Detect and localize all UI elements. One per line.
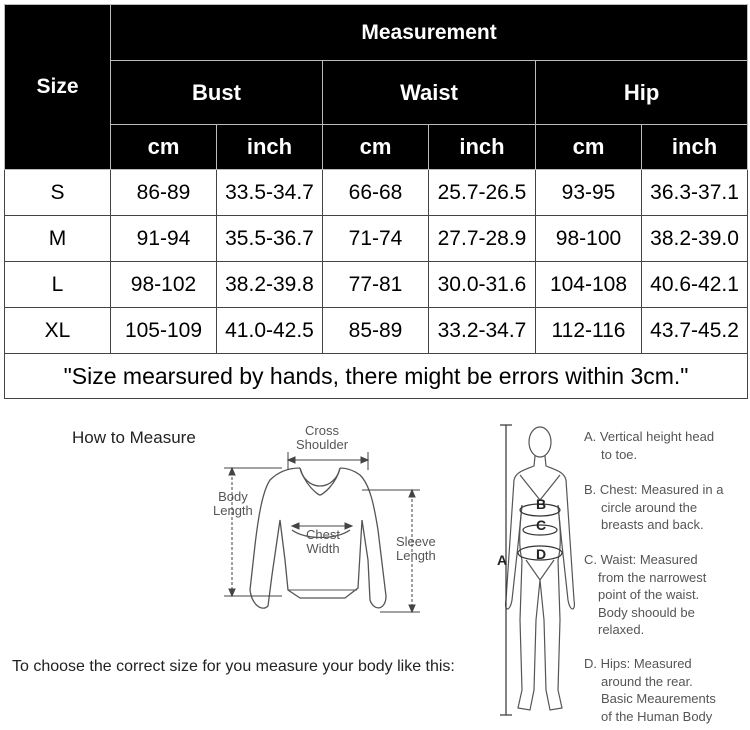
- body-figure: [495, 420, 580, 725]
- legend-c: [584, 551, 744, 639]
- legend-d-line2: around the rear.: [601, 673, 693, 689]
- value-cell: 66-68: [323, 170, 429, 216]
- unit-header: inch: [217, 125, 323, 170]
- value-cell: 91-94: [111, 216, 217, 262]
- sleeve-length-label: [396, 535, 436, 563]
- value-cell: 40.6-42.1: [642, 262, 748, 308]
- body-length-label: [213, 490, 253, 518]
- legend-c-line4: Body shoould be: [598, 604, 695, 620]
- size-cell: XL: [5, 308, 111, 354]
- size-cell: S: [5, 170, 111, 216]
- cross-shoulder-line2: Shoulder: [296, 437, 349, 452]
- legend-a-line1: A. Vertical height head: [584, 429, 715, 444]
- legend-d-line1: D. Hips: Measured: [584, 656, 692, 671]
- legend-d: [584, 655, 744, 725]
- chest-width-line1: Chest: [306, 527, 340, 542]
- legend-c-line1: C. Waist: Measured: [584, 552, 698, 567]
- how-to-measure-title: How to Measure: [72, 428, 196, 447]
- value-cell: 98-100: [536, 216, 642, 262]
- table-row: [5, 170, 748, 216]
- value-cell: 33.5-34.7: [217, 170, 323, 216]
- figure-letter-c: C: [536, 517, 547, 533]
- value-cell: 27.7-28.9: [429, 216, 536, 262]
- body-length-line1: Body: [218, 489, 248, 504]
- figure-letter-d: D: [536, 546, 547, 562]
- value-cell: 36.3-37.1: [642, 170, 748, 216]
- measurement-note: "Size mearsured by hands, there might be errors within 3cm.": [5, 354, 748, 399]
- cross-shoulder-label: [296, 424, 348, 452]
- legend-c-line5: relaxed.: [598, 622, 645, 637]
- unit-header: cm: [323, 125, 429, 170]
- table-row: [5, 262, 748, 308]
- figure-letter-b: B: [536, 496, 547, 512]
- value-cell: 71-74: [323, 216, 429, 262]
- value-cell: 105-109: [111, 308, 217, 354]
- value-cell: 98-102: [111, 262, 217, 308]
- value-cell: 85-89: [323, 308, 429, 354]
- measurement-header: Measurement: [111, 5, 748, 61]
- value-cell: 30.0-31.6: [429, 262, 536, 308]
- sleeve-length-line1: Sleeve: [396, 534, 436, 549]
- unit-header: cm: [536, 125, 642, 170]
- size-header: Size: [5, 5, 111, 170]
- value-cell: 112-116: [536, 308, 642, 354]
- value-cell: 35.5-36.7: [217, 216, 323, 262]
- unit-header: cm: [111, 125, 217, 170]
- table-row: [5, 216, 748, 262]
- chest-width-line2: Width: [306, 541, 340, 556]
- legend-d-line4: of the Human Body: [601, 708, 713, 724]
- value-cell: 104-108: [536, 262, 642, 308]
- size-cell: L: [5, 262, 111, 308]
- value-cell: 43.7-45.2: [642, 308, 748, 354]
- legend-b-line1: B. Chest: Measured in a: [584, 482, 724, 497]
- table-row: [5, 308, 748, 354]
- legend-a: [584, 428, 744, 463]
- value-cell: 38.2-39.0: [642, 216, 748, 262]
- measure-instruction: To choose the correct size for you measure your body like this:: [12, 658, 455, 675]
- sleeve-length-line2: Length: [396, 548, 436, 563]
- chest-width-label: [306, 528, 340, 556]
- value-cell: 86-89: [111, 170, 217, 216]
- waist-header: Waist: [323, 61, 536, 125]
- value-cell: 25.7-26.5: [429, 170, 536, 216]
- size-cell: M: [5, 216, 111, 262]
- figure-letter-a: A: [497, 552, 508, 568]
- value-cell: 93-95: [536, 170, 642, 216]
- body-length-line2: Length: [213, 503, 253, 518]
- hip-header: Hip: [536, 61, 748, 125]
- value-cell: 41.0-42.5: [217, 308, 323, 354]
- unit-header: inch: [642, 125, 748, 170]
- size-chart-table: [4, 4, 748, 399]
- legend-b: [584, 481, 744, 534]
- shirt-diagram: [210, 425, 450, 625]
- legend-b-line2: circle around the: [601, 499, 698, 515]
- cross-shoulder-line1: Cross: [305, 423, 339, 438]
- value-cell: 38.2-39.8: [217, 262, 323, 308]
- legend-c-line2: from the narrowest: [598, 569, 707, 585]
- legend-c-line3: point of the waist.: [598, 587, 700, 602]
- legend-b-line3: breasts and back.: [601, 517, 704, 532]
- legend-a-line2: to toe.: [601, 446, 638, 462]
- bust-header: Bust: [111, 61, 323, 125]
- legend-d-line3: Basic Meaurements: [601, 691, 716, 706]
- value-cell: 77-81: [323, 262, 429, 308]
- unit-header: inch: [429, 125, 536, 170]
- value-cell: 33.2-34.7: [429, 308, 536, 354]
